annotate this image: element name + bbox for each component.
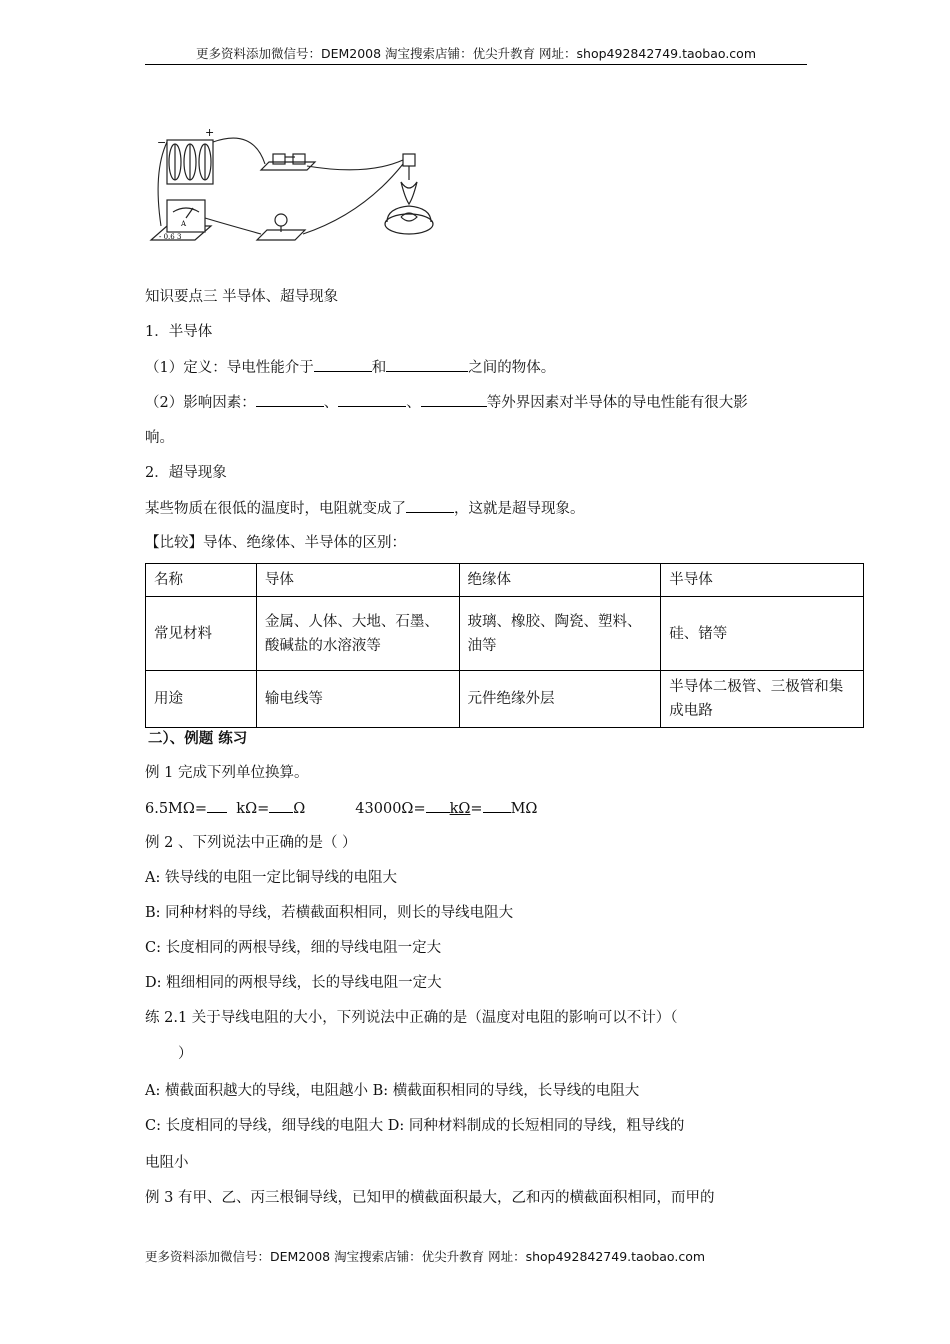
battery-plus-label: + (205, 126, 215, 139)
blank-3 (256, 392, 324, 407)
page-header: 更多资料添加微信号：DEM2008 淘宝搜索店铺：优尖升教育 网址：shop492842749.taobao.com (195, 46, 757, 61)
table-cell: 玻璃、橡胶、陶瓷、塑料、油等 (459, 597, 661, 671)
table-header-cell: 名称 (146, 564, 257, 597)
compare-heading: 【比较】导体、绝缘体、半导体的区别： (145, 535, 406, 551)
page-footer: 更多资料添加微信号：DEM2008 淘宝搜索店铺：优尖升教育 网址：shop492842749.taobao.com (145, 1249, 706, 1264)
definition-line: （1）定义：导电性能介于 和 之间的物体。 (145, 357, 555, 378)
switch-icon (261, 154, 315, 170)
table-cell: 半导体二极管、三极管和集成电路 (661, 671, 864, 728)
example-1: 例 1 完成下列单位换算。 (145, 765, 309, 781)
table-cell: 元件绝缘外层 (459, 671, 661, 728)
practice-2-1: 练 2.1 关于导线电阻的大小，下列说法中正确的是（温度对电阻的影响可以不计）（ (145, 1010, 678, 1026)
example-2-option-c: C: 长度相同的两根导线，细的导线电阻一定大 (145, 940, 442, 956)
heated-wire-and-lamp-icon (385, 154, 433, 234)
factors-line-cont: 响。 (145, 430, 174, 446)
example-2-option-d: D: 粗细相同的两根导线，长的导线电阻一定大 (145, 975, 442, 991)
table-header-cell: 半导体 (661, 564, 864, 597)
table-header-cell: 绝缘体 (459, 564, 661, 597)
practice-2-1-options-cd: C: 长度相同的导线，细导线的电阻大 D: 同种材料制成的长短相同的导线，粗导线的 (145, 1118, 685, 1134)
practice-2-1-cont: ） (178, 1046, 193, 1062)
ammeter-label: A (181, 220, 187, 228)
table-header-cell: 导体 (256, 564, 459, 597)
blank-1 (314, 357, 372, 372)
table-cell: 硅、锗等 (661, 597, 864, 671)
table-row (146, 597, 864, 671)
blank-4 (338, 392, 406, 407)
battery-pack-icon (167, 140, 213, 184)
section-title: 知识要点三 半导体、超导现象 (145, 289, 339, 305)
practice-2-1-options-cd-cont: 电阻小 (145, 1155, 189, 1171)
example-3: 例 3 有甲、乙、丙三根铜导线，已知甲的横截面积最大，乙和丙的横截面积相同，而甲的 (145, 1190, 715, 1206)
example-2-option-a: A: 铁导线的电阻一定比铜导线的电阻大 (145, 870, 397, 886)
table-cell: 常见材料 (146, 597, 257, 671)
table-cell: 用途 (146, 671, 257, 728)
heading-semiconductor: 1．半导体 (145, 324, 213, 340)
table-row (146, 671, 864, 728)
table-header-row (146, 564, 864, 597)
blank-6 (406, 498, 454, 513)
table-cell: 金属、人体、大地、石墨、酸碱盐的水溶液等 (256, 597, 459, 671)
superconduct-line: 某些物质在很低的温度时，电阻就变成了 ，这就是超导现象。 (145, 498, 585, 519)
comparison-table (145, 563, 864, 728)
example-2: 例 2 、下列说法中正确的是（ ） (145, 835, 357, 851)
table-cell: 输电线等 (256, 671, 459, 728)
example-2-option-b: B: 同种材料的导线，若横截面积相同，则长的导线电阻大 (145, 905, 514, 921)
examples-heading: 二）、例题 练习 (148, 731, 248, 747)
factors-line: （2）影响因素： 、 、 等外界因素对半导体的导电性能有很大影 (145, 392, 748, 413)
blank-5 (421, 392, 487, 407)
example-1-conversions: 6.5MΩ= kΩ= Ω 43000Ω= kΩ= MΩ (145, 798, 537, 819)
bulb-icon (257, 214, 305, 240)
header-rule (145, 64, 807, 65)
heading-superconductivity: 2．超导现象 (145, 465, 227, 481)
battery-minus-label: − (157, 136, 167, 149)
practice-2-1-options-ab: A: 横截面积越大的导线，电阻越小 B: 横截面积相同的导线，长导线的电阻大 (145, 1083, 640, 1099)
circuit-diagram (145, 122, 435, 262)
blank-2 (386, 357, 468, 372)
ammeter-scale: - 0.6 3 (159, 233, 182, 241)
